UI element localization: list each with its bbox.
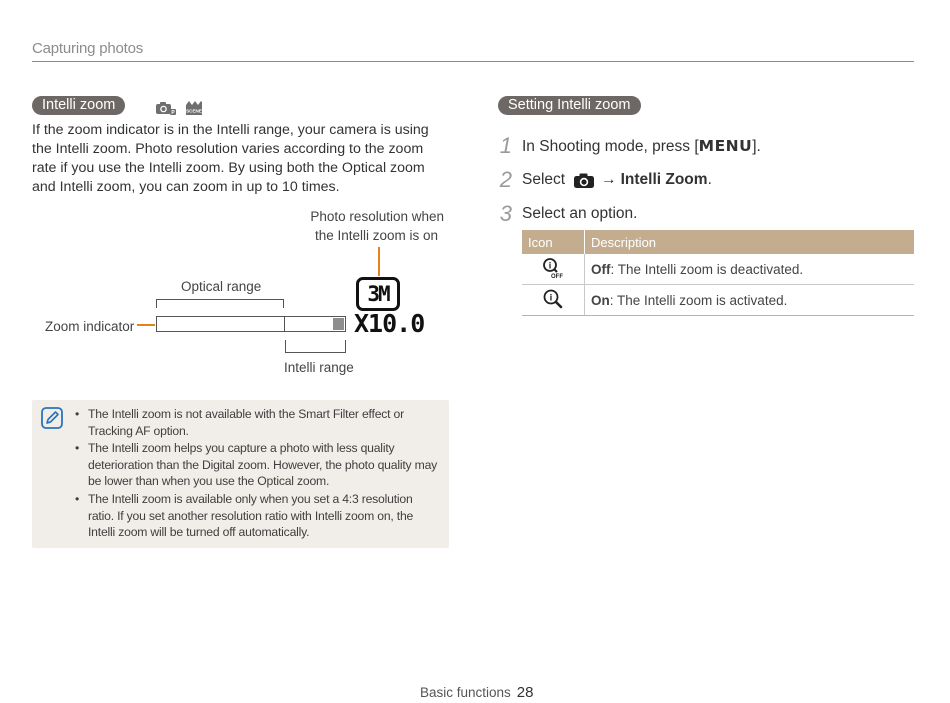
option-label: Off — [591, 261, 611, 277]
zoom-indicator-bar — [156, 316, 346, 332]
menu-key-label: MENU — [698, 137, 753, 155]
note-list — [75, 406, 441, 542]
setting-intelli-zoom-badge: Setting Intelli zoom — [498, 96, 641, 115]
resolution-3m-icon: 3M — [356, 277, 400, 311]
note-pencil-icon — [41, 407, 63, 429]
icon-column-header: Icon — [522, 230, 585, 254]
footer-section: Basic functions — [420, 685, 511, 700]
intelli-zoom-badge: Intelli zoom — [32, 96, 125, 115]
camera-menu-icon — [573, 172, 595, 189]
step-3-text: Select an option. — [522, 205, 638, 222]
optical-range-label: Optical range — [181, 279, 262, 294]
intro-paragraph: If the zoom indicator is in the Intelli range, your camera is using the Intelli zoom. Photo resolution varies according to the zoom rate if you use the Intelli zoom. By using both the Optical zoom and Intelli zoom, you can zoom in up to 10 times. — [32, 122, 429, 195]
description-column-header: Description — [585, 230, 915, 254]
table-row — [522, 285, 914, 316]
step-number: 2 — [499, 167, 512, 192]
mode-icons — [155, 100, 203, 116]
page-number: 28 — [516, 684, 534, 701]
zoom-value-display: X10.0 — [354, 309, 425, 338]
page-footer — [420, 684, 533, 701]
step-1-text: In Shooting mode, press [MENU]. — [522, 137, 761, 155]
option-description: : The Intelli zoom is deactivated. — [610, 261, 804, 277]
section-title: Capturing photos — [32, 40, 144, 57]
zoom-indicator-label: Zoom indicator — [45, 319, 135, 334]
scene-mode-icon — [185, 100, 203, 116]
svg-text:OFF: OFF — [551, 273, 563, 279]
table-header-row — [522, 230, 914, 254]
svg-text:i: i — [549, 292, 553, 303]
intelli-zoom-off-icon — [542, 257, 564, 279]
resolution-leader-line — [378, 247, 380, 276]
note-item: • The Intelli zoom is not available with the Smart Filter effect or Tracking AF option. — [75, 406, 441, 439]
table-row — [522, 254, 914, 285]
smart-auto-camera-icon — [155, 100, 177, 116]
note-item: • The Intelli zoom helps you capture a photo with less quality deterioration than the Digital zoom. However, the photo quality may be lower than when you use the Optical zoom. — [75, 440, 441, 490]
intelli-range-label: Intelli range — [284, 360, 354, 375]
zoom-range-divider — [284, 316, 285, 332]
intelli-zoom-on-icon — [542, 288, 564, 310]
header-divider — [32, 61, 914, 62]
svg-text:P: P — [171, 110, 175, 116]
option-description: : The Intelli zoom is activated. — [609, 292, 788, 308]
svg-text:i: i — [548, 260, 552, 270]
step-2-text: Select → Intelli Zoom . — [522, 171, 712, 188]
step-number: 3 — [499, 201, 512, 226]
step-number: 1 — [499, 133, 512, 158]
svg-text:SCENE: SCENE — [186, 108, 202, 114]
intelli-range-bracket — [285, 340, 346, 353]
optical-range-bracket — [156, 299, 284, 308]
photo-resolution-label: Photo resolution when the Intelli zoom is on — [310, 209, 444, 243]
zoom-position-marker — [333, 318, 344, 330]
options-table — [522, 230, 914, 316]
zoom-indicator-leader-line — [137, 324, 155, 326]
note-item: • The Intelli zoom is available only when you set a 4:3 resolution ratio. If you set another resolution ratio with Intelli zoom on, the Intelli zoom will be turned off automatically. — [75, 491, 441, 541]
option-label: On — [591, 292, 610, 308]
